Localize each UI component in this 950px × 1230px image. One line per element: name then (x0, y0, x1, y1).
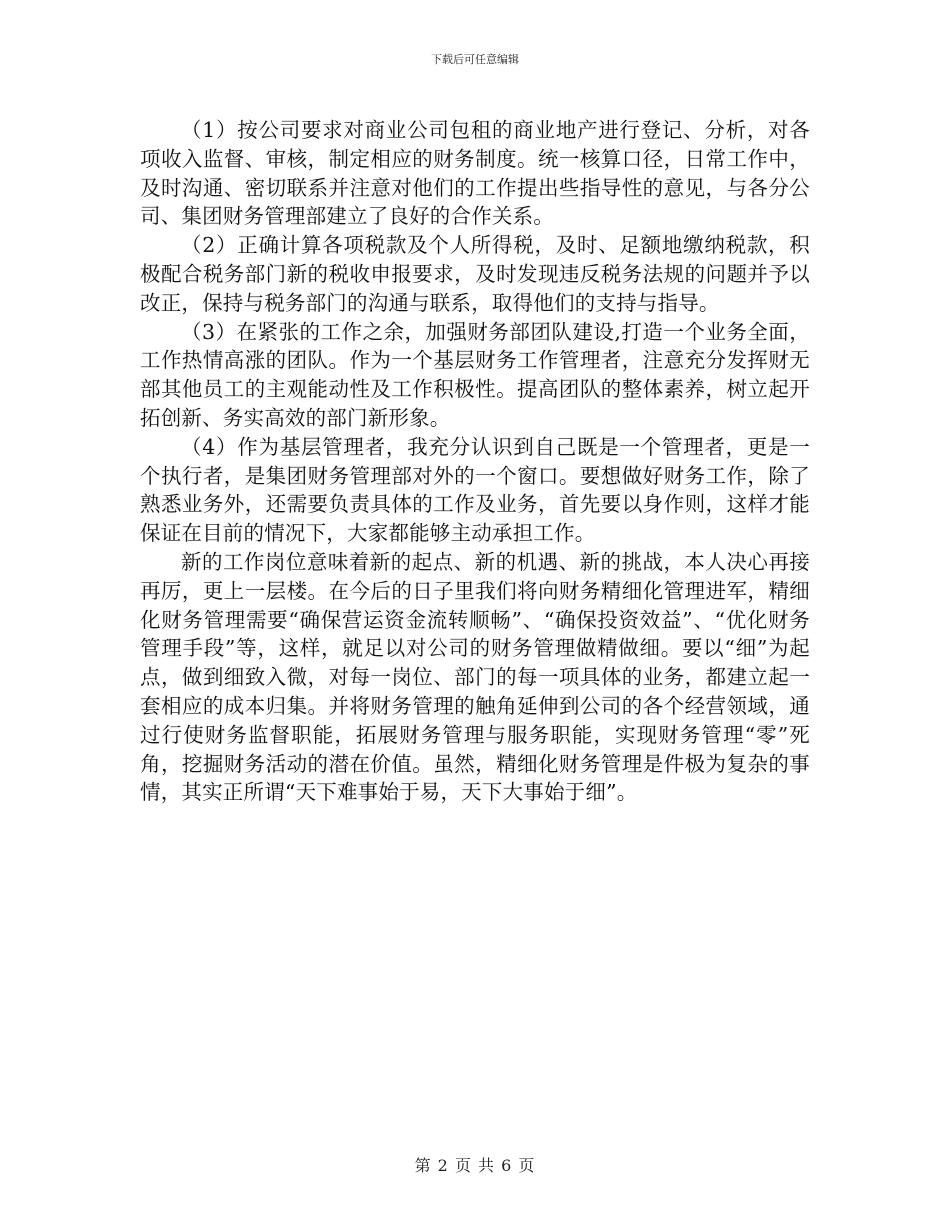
paragraph-conclusion: 新的工作岗位意味着新的起点、新的机遇、新的挑战，本人决心再接再厉，更上一层楼。在今后的日子里我们将向财务精细化管理进军，精细化财务管理需要“确保营运资金流转顺畅”、“确保投资效益”、“优化财务管理手段”等，这样，就足以对公司的财务管理做精做细。要以“细”为起点，做到细致入微，对每一岗位、部门的每一项具体的业务，都建立起一套相应的成本归集。并将财务管理的触角延伸到公司的各个经营领域，通过行使财务监督职能，拓展财务管理与服务职能，实现财务管理“零”死角，挖掘财务活动的潜在价值。虽然，精细化财务管理是件极为复杂的事情，其实正所谓“天下难事始于易，天下大事始于细”。 (140, 549, 810, 805)
paragraph-item-1: （1）按公司要求对商业公司包租的商业地产进行登记、分析，对各项收入监督、审核，制定相应的财务制度。统一核算口径，日常工作中，及时沟通、密切联系并注意对他们的工作提出些指导性的意见，与各分公司、集团财务管理部建立了良好的合作关系。 (140, 118, 810, 229)
paragraph-item-2: （2）正确计算各项税款及个人所得税，及时、足额地缴纳税款，积极配合税务部门新的税收申报要求，及时发现违反税务法规的问题并予以改正，保持与税务部门的沟通与联系，取得他们的支持与指导。 (140, 233, 810, 315)
header-note: 下载后可任意编辑 (431, 53, 519, 66)
page-footer (0, 1156, 950, 1176)
document-body (140, 116, 810, 807)
paragraph-item-3: （3）在紧张的工作之余，加强财务部团队建设,打造一个业务全面，工作热情高涨的团队。作为一个基层财务工作管理者，注意充分发挥财无部其他员工的主观能动性及工作积极性。提高团队的整体素养，树立起开拓创新、务实高效的部门新形象。 (140, 319, 810, 430)
page-number: 第 2 页 共 6 页 (414, 1156, 536, 1175)
page-header (0, 53, 950, 67)
paragraph-item-4: （4）作为基层管理者，我充分认识到自己既是一个管理者，更是一个执行者，是集团财务管理部对外的一个窗口。要想做好财务工作，除了熟悉业务外，还需要负责具体的工作及业务，首先要以身作则，这样才能保证在目前的情况下，大家都能够主动承担工作。 (140, 434, 810, 546)
